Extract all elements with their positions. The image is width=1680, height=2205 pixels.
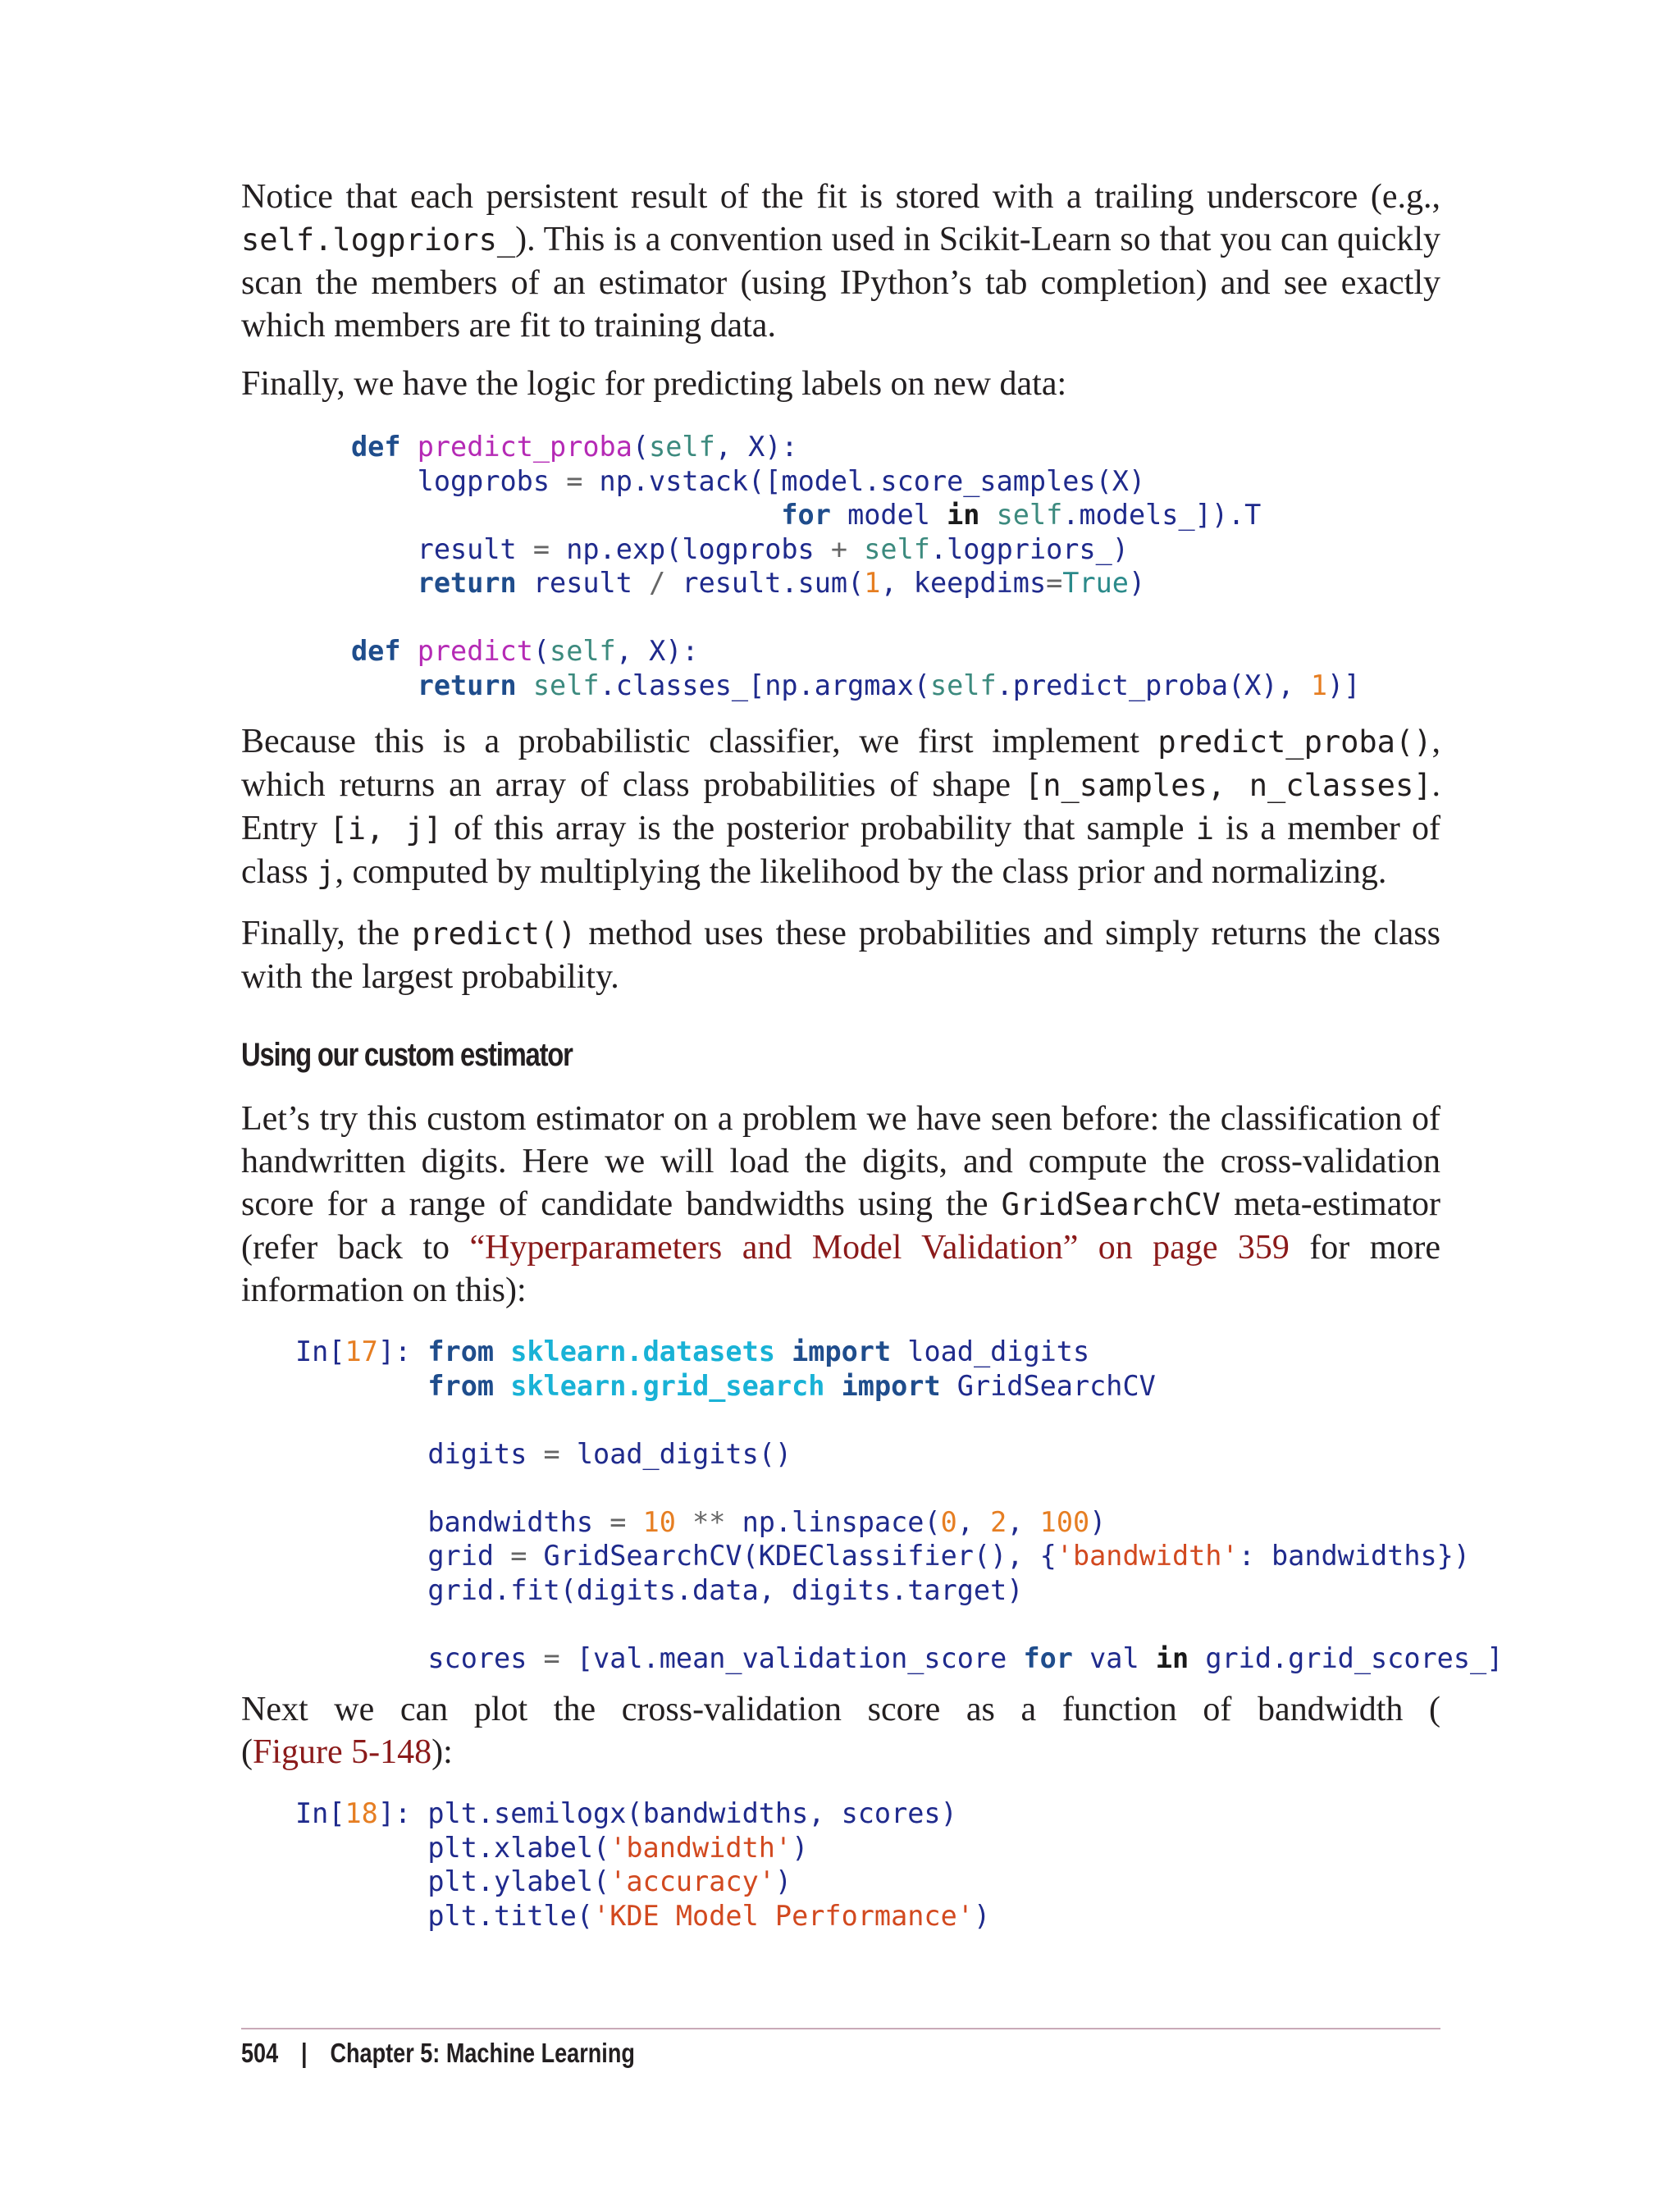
footer-rule: [241, 2028, 1440, 2029]
cell-prompt: In[17]:: [295, 1335, 412, 1367]
text-run: Notice that each persistent result of the fit is stored with a trailing underscore (e.g.,: [241, 178, 1440, 216]
code-line: plt.semilogx(bandwidths, scores): [427, 1797, 957, 1829]
footer-separator: |: [301, 2038, 308, 2068]
text-run: meta-estimator (refer back to: [241, 1185, 1440, 1267]
text-run: Let’s try this custom estimator on a problem we have seen before: the classification of handwritten digits. Here we will load the digits, and compute the cross-validation score for a range of candidate bandwidths using the: [241, 1100, 1440, 1223]
paragraph-fit-results: [241, 176, 1440, 347]
section-heading: Using our custom estimator: [241, 1037, 573, 1073]
text-run: (: [241, 1733, 253, 1771]
code-line: logprobs = np.vstack([model.score_samples(X): [351, 464, 1146, 497]
text-run: ). This is a convention used in Scikit-Learn so that you can quickly scan the members of an estimator (using IPython’s tab completion) and see exactly which members are fit to training data.: [241, 221, 1440, 345]
text-run: ):: [431, 1733, 453, 1771]
inline-code: predict(): [411, 916, 577, 952]
inline-code: self.logpriors_: [241, 222, 516, 258]
code-line: grid.fit(digits.data, digits.target): [427, 1573, 1024, 1606]
code-line: plt.xlabel('bandwidth'): [427, 1831, 809, 1864]
inline-code: GridSearchCV: [1001, 1187, 1221, 1222]
inline-code: i: [1195, 811, 1214, 847]
paragraph-probabilistic: [241, 720, 1440, 894]
figure-reference-link[interactable]: Figure 5-148: [253, 1733, 432, 1771]
paragraph-predict-method: [241, 912, 1440, 998]
paragraph-custom-estimator: [241, 1098, 1440, 1312]
code-line: digits = load_digits(): [427, 1437, 792, 1470]
page-footer: [241, 2038, 635, 2069]
code-block-in18: [295, 1796, 990, 1933]
text-run: Finally, the: [241, 915, 400, 952]
chapter-title: Chapter 5: Machine Learning: [330, 2038, 635, 2068]
page-number: 504: [241, 2038, 279, 2068]
inline-code: [n_samples, n_classes]: [1024, 768, 1432, 803]
text-run: is a member of class: [241, 810, 1441, 891]
text-run: method uses these probabilities and simply returns the class with the largest probability.: [241, 915, 1441, 996]
cell-prompt: In[18]:: [295, 1797, 412, 1829]
text-run: , computed by multiplying the likelihood by the class prior and normalizing.: [335, 853, 1387, 891]
paragraph-next-plot-cont: [241, 1731, 1440, 1774]
text-run: of this array is the posterior probability that sample: [454, 810, 1185, 847]
text-run: , which returns an array of class probabilities of shape: [241, 723, 1441, 804]
inline-code: j: [317, 855, 336, 890]
code-line: def predict(self, X):: [351, 635, 699, 667]
text-run: for more information on this):: [241, 1229, 1441, 1309]
code-line: from sklearn.datasets import load_digits: [427, 1335, 1090, 1367]
code-line: plt.title('KDE Model Performance'): [427, 1899, 991, 1932]
paragraph-predict-intro: Finally, we have the logic for predicting labels on new data:: [241, 365, 1067, 403]
code-line: for model in self.models_]).T: [781, 499, 1262, 531]
text-run: Because this is a probabilistic classifier, we first implement: [241, 723, 1139, 760]
code-line: scores = [val.mean_validation_score for val in grid.grid_scores_]: [427, 1641, 1504, 1674]
inline-code: predict_proba(): [1157, 724, 1432, 760]
text-run: Next we can plot the cross-validation score as a function of bandwidth (: [241, 1691, 1440, 1728]
code-line: return self.classes_[np.argmax(self.predict_proba(X), 1)]: [417, 669, 1361, 701]
code-line: def predict_proba(self, X):: [351, 431, 798, 463]
code-line: plt.ylabel('accuracy'): [427, 1865, 792, 1897]
cross-reference-link[interactable]: “Hyperparameters and Model Validation” on page 359: [469, 1229, 1290, 1267]
inline-code: [i, j]: [329, 811, 442, 847]
code-line: bandwidths = 10 ** np.linspace(0, 2, 100): [427, 1505, 1107, 1538]
code-line: from sklearn.grid_search import GridSearchCV: [427, 1369, 1156, 1402]
paragraph-next-plot: [241, 1688, 1440, 1731]
code-block-predict: [351, 430, 1360, 702]
code-line: result = np.exp(logprobs + self.logpriors_): [351, 532, 1129, 565]
text-run: . Entry: [241, 766, 1441, 847]
code-line: return result / result.sum(1, keepdims=True): [417, 567, 1146, 599]
code-line: grid = GridSearchCV(KDEClassifier(), {'bandwidth': bandwidths}): [427, 1540, 1471, 1572]
code-block-in17: [295, 1335, 1503, 1675]
